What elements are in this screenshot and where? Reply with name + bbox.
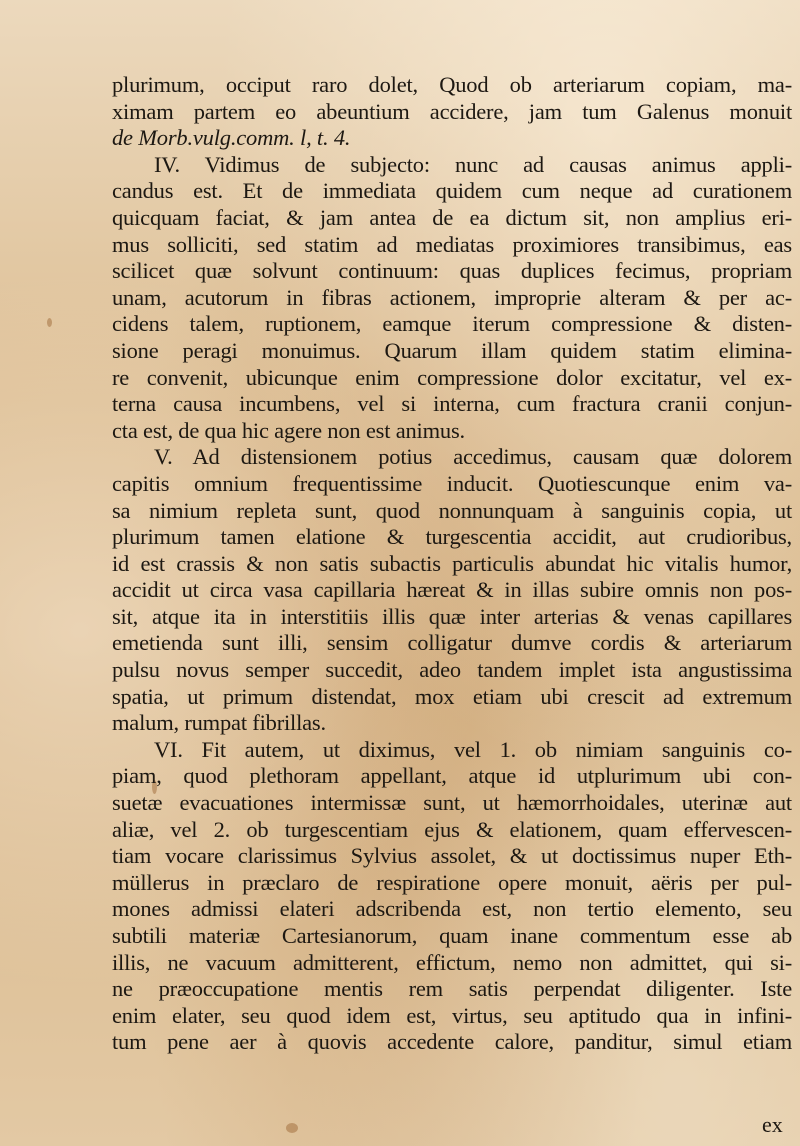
text-line: quicquam faciat, & jam antea de ea dictum sit, non amplius eri- [112, 204, 792, 230]
text-line: sione peragi monuimus. Quarum illam quidem statim elimina- [112, 337, 792, 363]
citation-line: de Morb.vulg.comm. l, t. 4. [112, 125, 351, 151]
text-line: mones admissi elateri adscribenda est, non tertio elemento, seu [112, 896, 792, 922]
text-line: cidens talem, ruptionem, eamque iterum compressione & disten- [112, 311, 792, 337]
text-line: candus est. Et de immediata quidem cum neque ad curationem [112, 178, 792, 204]
text-line: aliæ, vel 2. ob turgescentiam ejus & elationem, quam effervescen- [112, 816, 792, 842]
text-line: subtili materiæ Cartesianorum, quam inane commentum esse ab [112, 923, 792, 948]
text-line: terna causa incumbens, vel si interna, cum fractura cranii conjun- [112, 391, 792, 417]
text-line: plurimum tamen elatione & turgescentia accidit, aut crudioribus, [112, 524, 792, 550]
section-heading-line: V. Ad distensionem potius accedimus, causam quæ dolorem [154, 444, 792, 470]
text-line: ne præoccupatione mentis rem satis perpendat diligenter. Iste [112, 976, 792, 1002]
text-line: mus solliciti, sed statim ad mediatas proximiores transibimus, eas [112, 231, 792, 257]
text-line: accidit ut circa vasa capillaria hæreat & in illas subire omnis non pos- [112, 577, 792, 603]
catchword: ex [762, 1112, 783, 1137]
ink-stain [286, 1123, 298, 1133]
body-text [112, 72, 792, 1056]
text-line: capitis omnium frequentissime inducit. Quotiescunque enim va- [112, 470, 792, 496]
text-line: tum pene aer à quovis accedente calore, panditur, simul etiam [112, 1029, 792, 1055]
text-line: piam, quod plethoram appellant, atque id utplurimum ubi con- [112, 763, 792, 789]
text-line: enim elater, seu quod idem est, virtus, seu aptitudo qua in infini- [112, 1002, 792, 1028]
text-line: emetienda sunt illi, sensim colligatur dumve cordis & arteriarum [112, 630, 792, 656]
text-line: pulsu novus semper succedit, adeo tandem implet ista angustissima [112, 657, 792, 683]
text-line: sit, atque ita in interstitiis illis quæ inter arterias & venas capillares [112, 603, 792, 629]
text-line: cta est, de qua hic agere non est animus. [112, 417, 465, 443]
text-line: suetæ evacuationes intermissæ sunt, ut hæmorrhoidales, uterinæ aut [112, 790, 792, 816]
ink-stain [47, 318, 52, 327]
text-line: sa nimium repleta sunt, quod nonnunquam à sanguinis copia, ut [112, 497, 792, 523]
text-line: malum, rumpat fibrillas. [112, 710, 326, 736]
text-line: re convenit, ubicunque enim compressione dolor excitatur, vel ex- [112, 364, 792, 390]
text-line: illis, ne vacuum admitterent, effictum, nemo non admittet, qui si- [112, 949, 792, 975]
text-line: unam, acutorum in fibras actionem, improprie alteram & per ac- [112, 284, 792, 310]
text-line: müllerus in præclaro de respiratione opere monuit, aëris per pul- [112, 869, 792, 895]
text-line: scilicet quæ solvunt continuum: quas duplices fecimus, propriam [112, 258, 792, 284]
section-heading-line: VI. Fit autem, ut diximus, vel 1. ob nimiam sanguinis co- [154, 736, 792, 762]
text-line: ximam partem eo abeuntium accidere, jam tum Galenus monuit [112, 98, 792, 124]
text-line: id est crassis & non satis subactis particulis abundat hic vitalis humor, [112, 550, 792, 576]
text-line: tiam vocare clarissimus Sylvius assolet, & ut doctissimus nuper Eth- [112, 843, 792, 869]
text-line: spatia, ut primum distendat, mox etiam ubi crescit ad extremum [112, 683, 792, 709]
text-line: plurimum, occiput raro dolet, Quod ob arteriarum copiam, ma- [112, 72, 792, 97]
section-heading-line: IV. Vidimus de subjecto: nunc ad causas animus appli- [154, 151, 792, 177]
